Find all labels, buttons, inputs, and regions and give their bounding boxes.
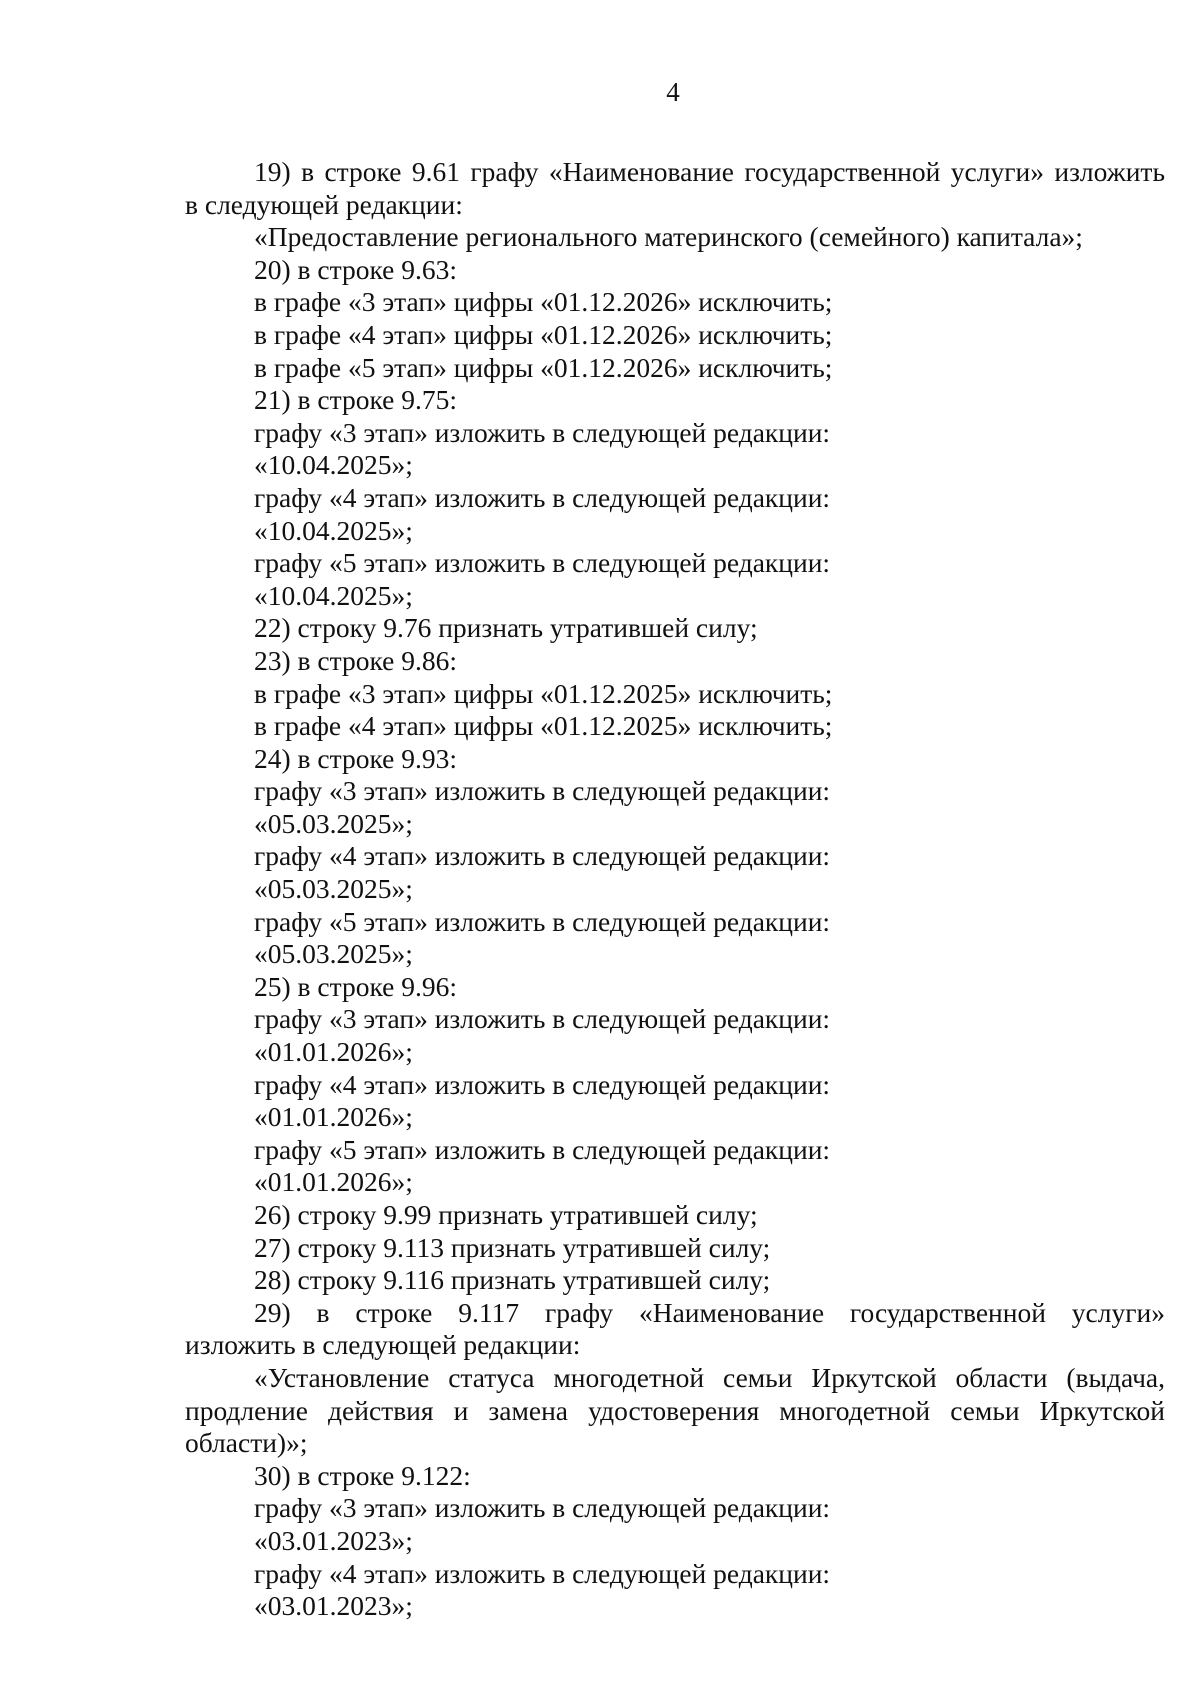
text-line: «10.04.2025»; [254, 449, 413, 481]
text-line: «10.04.2025»; [254, 514, 413, 546]
text-line: 28) строку 9.116 признать утратившей силу; [254, 1264, 771, 1296]
text-line: графу «5 этап» изложить в следующей редакции: [254, 1133, 831, 1165]
text-line: «Предоставление регионального материнского (семейного) капитала»; [254, 221, 1083, 253]
text-line: графу «3 этап» изложить в следующей редакции: [254, 416, 831, 448]
text-line: 26) строку 9.99 признать утратившей силу; [254, 1199, 758, 1230]
text-line: 30) в строке 9.122: [254, 1459, 471, 1491]
text-line: «03.01.2023»; [254, 1590, 413, 1622]
page-number: 4 [666, 77, 680, 107]
text-line: «01.01.2026»; [254, 1166, 413, 1198]
text-line: в графе «4 этап» цифры «01.12.2025» исключить; [254, 710, 833, 742]
text-line: графу «4 этап» изложить в следующей редакции: [254, 481, 831, 513]
text-line: графу «3 этап» изложить в следующей редакции: [254, 1492, 831, 1524]
text-line: 22) строку 9.76 признать утратившей силу; [254, 612, 758, 644]
text-line: в следующей редакции: [185, 188, 463, 220]
text-line: «05.03.2025»; [254, 873, 413, 905]
text-line: графу «5 этап» изложить в следующей редакции: [254, 905, 831, 937]
text-line: графу «3 этап» изложить в следующей редакции: [254, 1003, 831, 1035]
text-line: графу «3 этап» изложить в следующей редакции: [254, 775, 831, 807]
text-line: «01.01.2026»; [254, 1101, 413, 1133]
text-line: графу «4 этап» изложить в следующей редакции: [254, 840, 831, 872]
text-line: 25) в строке 9.96: [254, 970, 457, 1002]
text-line: «03.01.2023»; [254, 1524, 413, 1556]
text-line: в графе «3 этап» цифры «01.12.2026» исключить; [254, 286, 833, 318]
text-line: «Установление статуса многодетной семьи Иркутской области (выдача, [254, 1361, 1165, 1393]
text-line: «01.01.2026»; [254, 1036, 413, 1068]
text-line: 29) в строке 9.117 графу «Наименование государственной услуги» [254, 1296, 1165, 1328]
text-line: 19) в строке 9.61 графу «Наименование государственной услуги» изложить [254, 156, 1165, 187]
text-line: в графе «5 этап» цифры «01.12.2026» исключить; [254, 351, 833, 383]
text-line: 27) строку 9.113 признать утратившей силу; [254, 1231, 771, 1263]
text-line: графу «5 этап» изложить в следующей редакции: [254, 547, 831, 579]
text-line: «10.04.2025»; [254, 579, 413, 611]
text-line: «05.03.2025»; [254, 938, 413, 970]
text-line: области)»; [185, 1427, 308, 1459]
text-line: в графе «4 этап» цифры «01.12.2026» исключить; [254, 318, 833, 350]
document-body [185, 156, 1165, 1623]
text-line: 23) в строке 9.86: [254, 644, 457, 676]
text-line: изложить в следующей редакции: [185, 1329, 581, 1361]
text-line: «05.03.2025»; [254, 807, 413, 839]
text-line: продление действия и замена удостоверения многодетной семьи Иркутской [185, 1394, 1165, 1426]
text-line: графу «4 этап» изложить в следующей редакции: [254, 1557, 831, 1589]
text-line: 21) в строке 9.75: [254, 384, 457, 416]
text-line: в графе «3 этап» цифры «01.12.2025» исключить; [254, 677, 833, 709]
text-line: 24) в строке 9.93: [254, 742, 457, 774]
text-line: графу «4 этап» изложить в следующей редакции: [254, 1068, 831, 1100]
text-line: 20) в строке 9.63: [254, 253, 457, 285]
